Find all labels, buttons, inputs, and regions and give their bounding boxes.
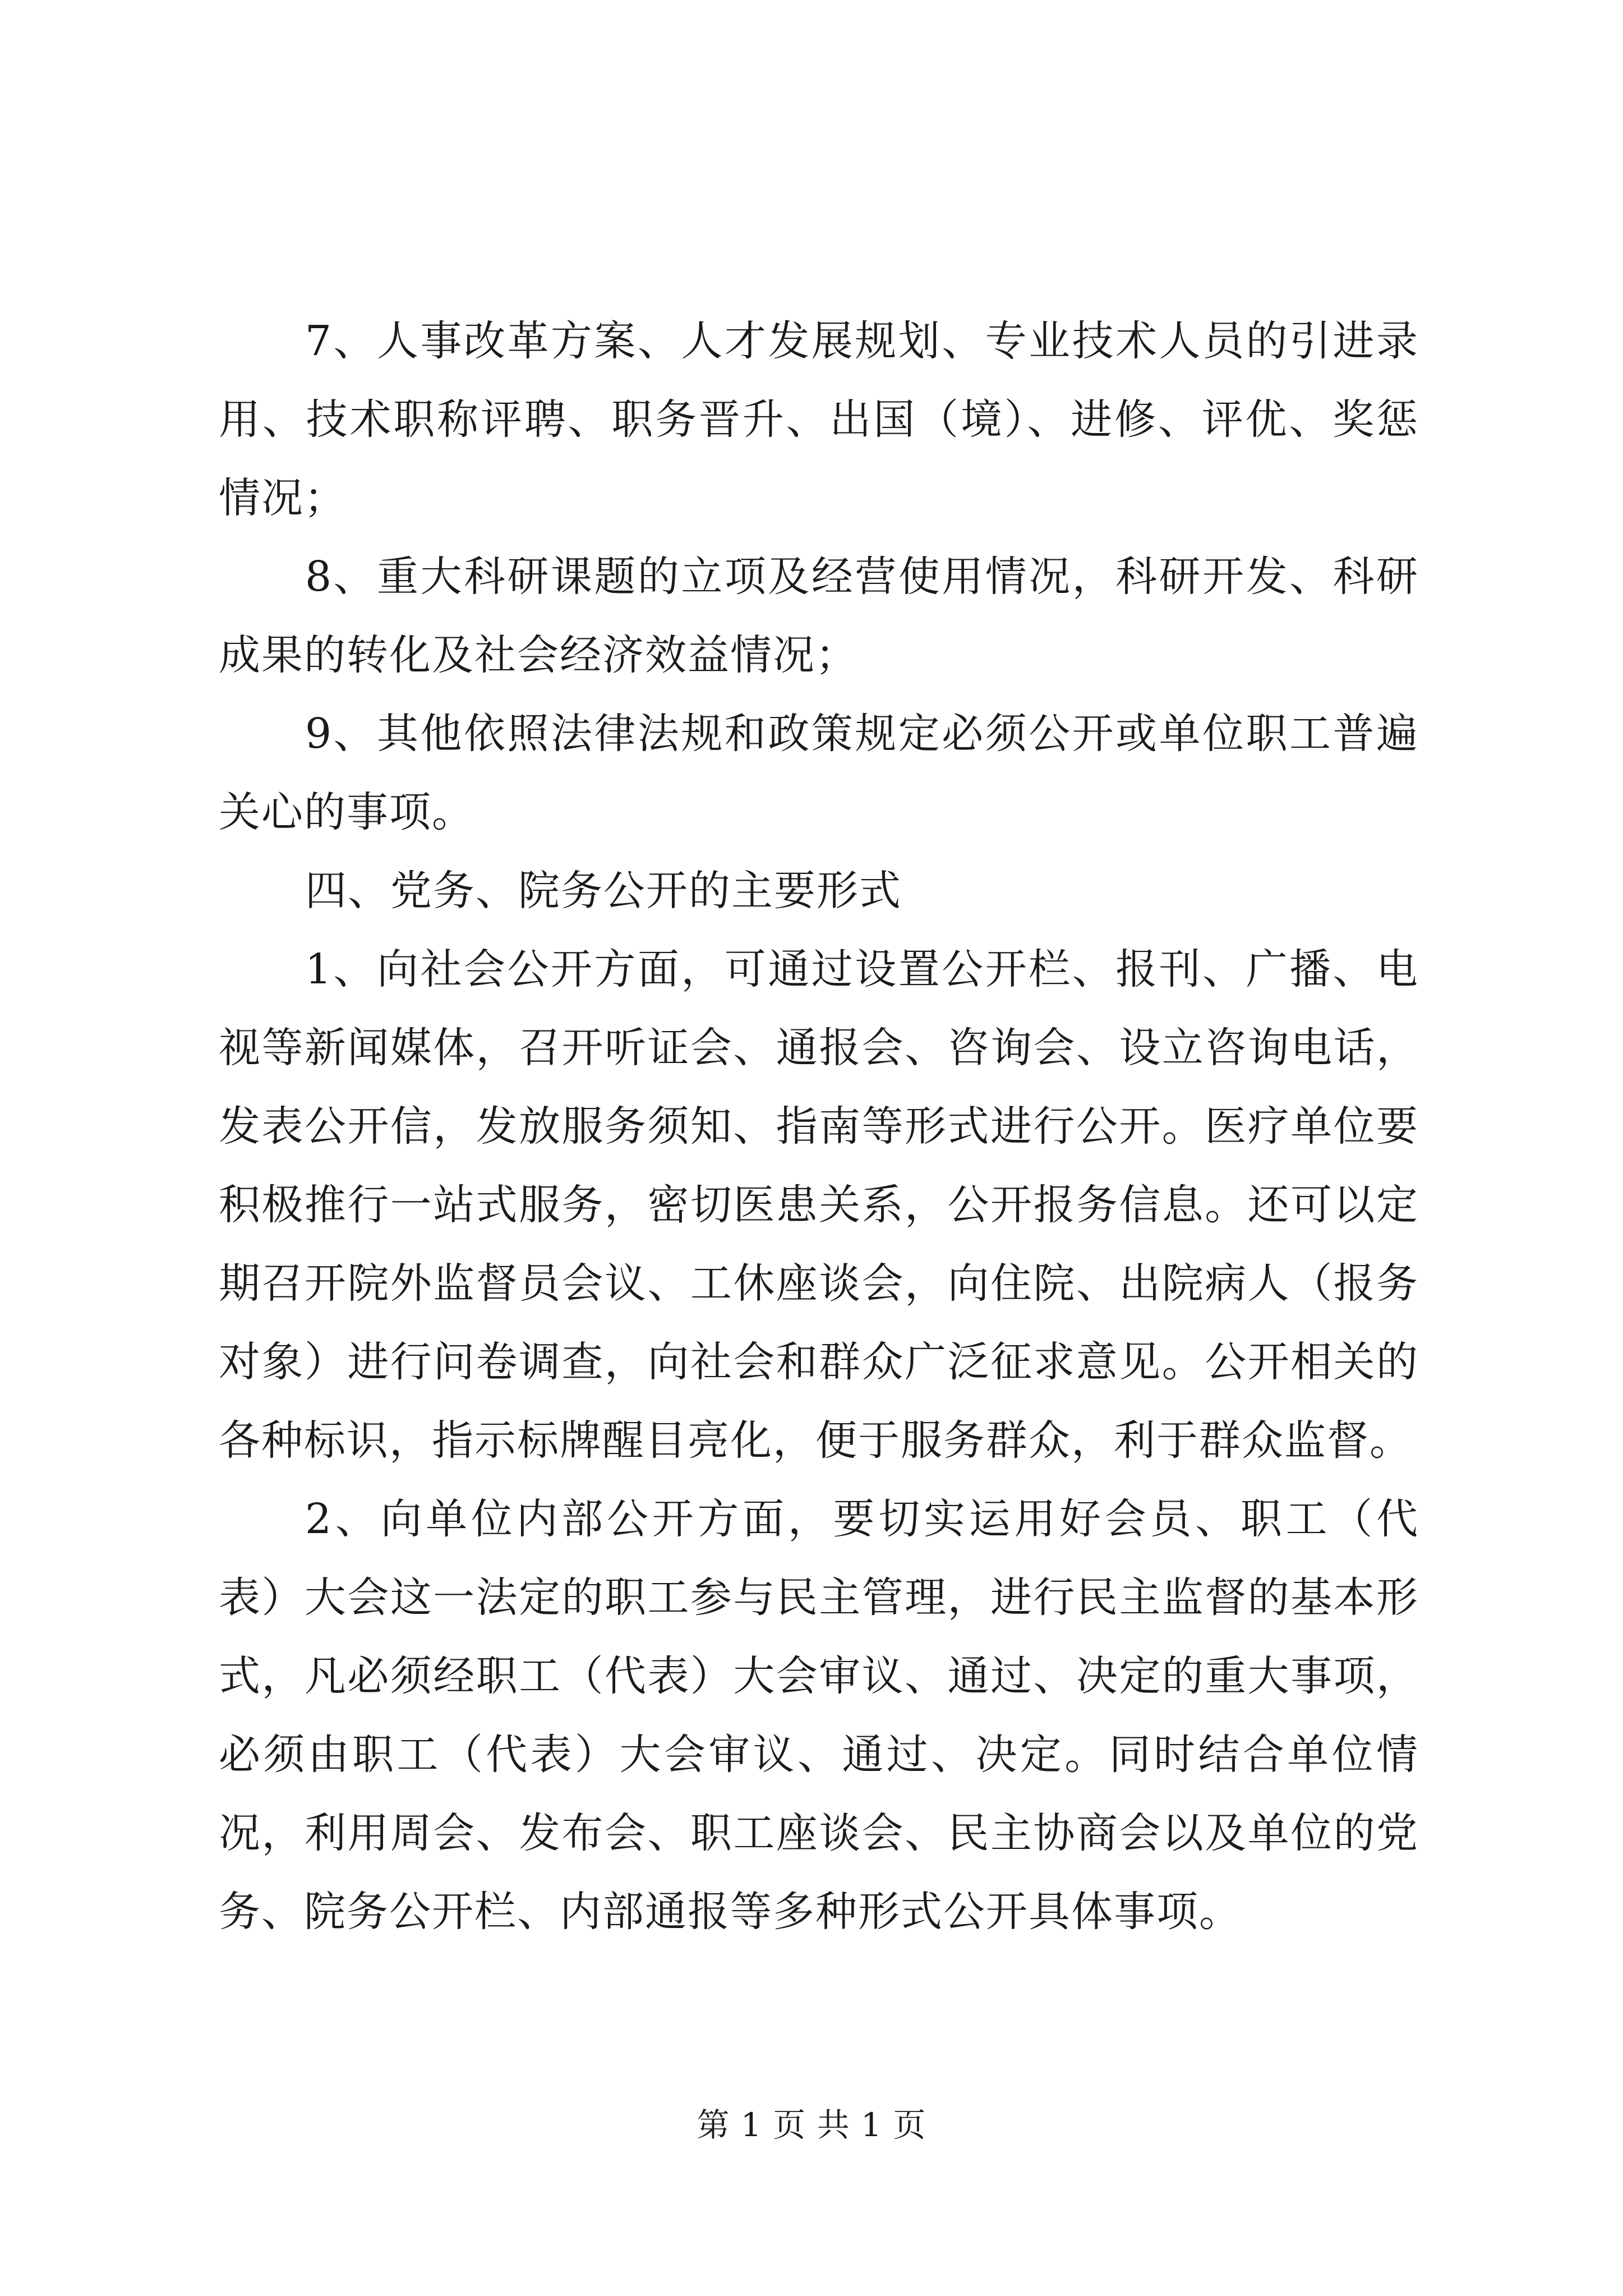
paragraph-item-9: 9、其他依照法律法规和政策规定必须公开或单位职工普遍关心的事项。 <box>219 710 1419 836</box>
paragraph-internal-disclosure: 2、向单位内部公开方面，要切实运用好会员、职工（代表）大会这一法定的职工参与民主管理，进行民主监督的基本形式，凡必须经职工（代表）大会审议、通过、决定的重大事项，必须由职工（代表）大会审议、通过、决定。同时结合单位情况，利用周会、发布会、职工座谈会、民主协商会以及单位的党务、院务公开栏、内部通报等多种形式公开具体事项。 <box>219 1495 1419 1936</box>
document-body <box>219 302 1419 1951</box>
section-heading-4: 四、党务、院务公开的主要形式 <box>305 867 902 915</box>
page-footer: 第 1 页 共 1 页 <box>697 2106 926 2144</box>
paragraph-item-8: 8、重大科研课题的立项及经营使用情况，科研开发、科研成果的转化及社会经济效益情况； <box>219 553 1419 679</box>
paragraph-public-disclosure: 1、向社会公开方面，可通过设置公开栏、报刊、广播、电视等新闻媒体，召开听证会、通报会、咨询会、设立咨询电话，发表公开信，发放服务须知、指南等形式进行公开。医疗单位要积极推行一站式服务，密切医患关系，公开报务信息。还可以定期召开院外监督员会议、工休座谈会，向住院、出院病人（报务对象）进行问卷调查，向社会和群众广泛征求意见。公开相关的各种标识，指示标牌醒目亮化，便于服务群众，利于群众监督。 <box>219 945 1419 1465</box>
paragraph-item-7: 7、人事改革方案、人才发展规划、专业技术人员的引进录用、技术职称评聘、职务晋升、出国（境）、进修、评优、奖惩情况； <box>219 317 1419 522</box>
